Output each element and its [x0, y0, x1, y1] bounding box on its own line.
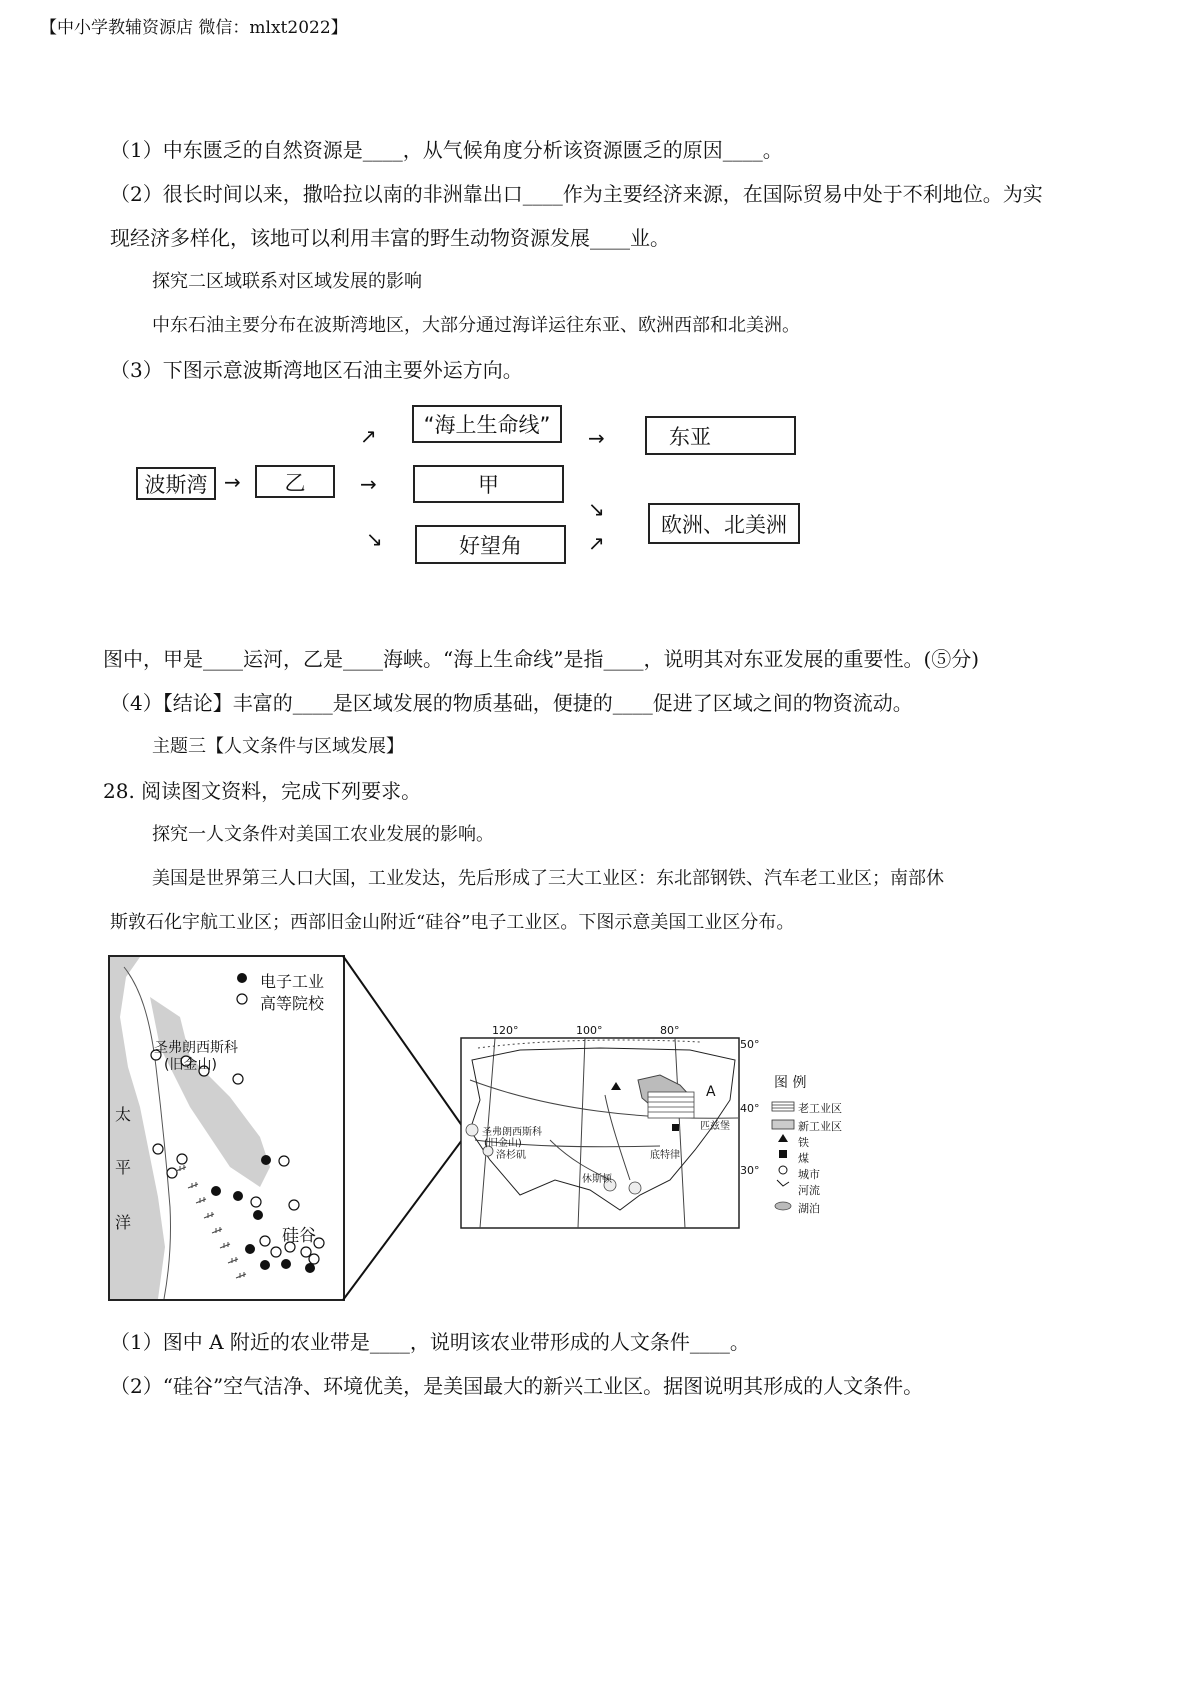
legend-universities-label: 高等院校	[260, 994, 325, 1013]
us-map-sf-old-label: (旧金山)	[484, 1138, 522, 1149]
box-cape-of-good-hope: 好望角	[415, 525, 566, 564]
detroit-label: 底特律	[650, 1150, 680, 1161]
silicon-valley-label: 硅谷	[282, 1226, 316, 1246]
arrow-right-icon: →	[360, 472, 377, 496]
us-text-line2: 斯敦石化宇航工业区；西部旧金山附近“硅谷”电子工业区。下图示意美国工业区分布。	[110, 912, 795, 933]
legend-lake: 湖泊	[798, 1202, 820, 1215]
question-4: （4）【结论】丰富的____是区域发展的物质基础，便捷的____促进了区域之间的物资流动。	[110, 691, 913, 715]
box-sea-lifeline: “海上生命线”	[412, 405, 562, 443]
legend-old-industrial: 老工业区	[798, 1102, 842, 1115]
arrow-right-icon: →	[588, 426, 605, 450]
lat-label-30: 30°	[740, 1164, 760, 1177]
pacific-ocean-char-1: 太	[115, 1105, 132, 1124]
arrow-down-right-icon: ↘	[588, 497, 605, 521]
lon-label-80: 80°	[660, 1024, 680, 1037]
legend-title: 图 例	[774, 1075, 807, 1091]
page-header: 【中小学教辅资源店 微信：mlxt2022】	[40, 18, 348, 38]
question-1: （1）中东匮乏的自然资源是____，从气候角度分析该资源匮乏的原因____。	[110, 138, 783, 162]
arrow-up-right-icon: ↗	[360, 424, 377, 448]
explore-2-title: 探究二区域联系对区域发展的影响	[152, 271, 422, 292]
box-east-asia: 东亚	[645, 416, 796, 455]
legend-city: 城市	[798, 1168, 820, 1181]
question-28-2: （2）“硅谷”空气洁净、环境优美，是美国最大的新兴工业区。据图说明其形成的人文条件。	[110, 1374, 924, 1398]
legend-coal: 煤	[798, 1152, 809, 1165]
arrow-right-icon: →	[224, 470, 241, 494]
pacific-ocean-char-3: 洋	[115, 1213, 132, 1232]
los-angeles-label: 洛杉矶	[496, 1150, 526, 1161]
arrow-up-right-icon: ↗	[588, 531, 605, 555]
box-europe-north-america: 欧洲、北美洲	[648, 503, 800, 544]
question-28: 28. 阅读图文资料，完成下列要求。	[103, 779, 422, 803]
question-2-line1: （2）很长时间以来，撒哈拉以南的非洲靠出口____作为主要经济来源，在国际贸易中处于不利地位。为实	[110, 182, 1043, 206]
zoom-connector-lines	[340, 955, 470, 1305]
arrow-down-right-icon: ↘	[366, 527, 383, 551]
box-yi: 乙	[255, 465, 335, 498]
lat-label-50: 50°	[740, 1038, 760, 1051]
box-persian-gulf: 波斯湾	[136, 467, 216, 500]
question-2-line2: 现经济多样化，该地可以利用丰富的野生动物资源发展____业。	[110, 226, 670, 250]
silicon-valley-inset-map	[108, 955, 345, 1301]
coal-icon	[672, 1124, 679, 1131]
question-3: （3）下图示意波斯湾地区石油主要外运方向。	[110, 358, 523, 382]
legend-iron: 铁	[798, 1136, 809, 1149]
us-industrial-map	[460, 1020, 850, 1235]
question-3-text: 图中，甲是____运河，乙是____海峡。“海上生命线”是指____，说明其对东亚发展的重要性。(⑤分)	[103, 647, 980, 671]
question-28-1: （1）图中 A 附近的农业带是____，说明该农业带形成的人文条件____。	[110, 1330, 750, 1354]
explore-2-text: 中东石油主要分布在波斯湾地区，大部分通过海详运往东亚、欧洲西部和北美洲。	[152, 315, 800, 336]
theme-3-title: 主题三【人文条件与区域发展】	[152, 736, 404, 757]
us-text-line1: 美国是世界第三人口大国，工业发达，先后形成了三大工业区：东北部钢铁、汽车老工业区；南部休	[152, 868, 944, 889]
legend-new-industrial: 新工业区	[798, 1120, 842, 1133]
lon-label-120: 120°	[492, 1024, 519, 1037]
legend-electronics-label: 电子工业	[260, 972, 325, 991]
explore-1-title: 探究一人文条件对美国工农业发展的影响。	[152, 824, 494, 845]
us-map-sf-label: 圣弗朗西斯科	[482, 1127, 542, 1138]
legend-river: 河流	[798, 1184, 820, 1197]
pacific-ocean-char-2: 平	[115, 1158, 132, 1177]
region-a-label: A	[706, 1084, 716, 1100]
san-francisco-label: 圣弗朗西斯科	[154, 1040, 238, 1056]
san-francisco-old-label: (旧金山)	[164, 1057, 217, 1073]
lon-label-100: 100°	[576, 1024, 603, 1037]
lat-label-40: 40°	[740, 1102, 760, 1115]
box-jia: 甲	[413, 465, 564, 503]
pittsburgh-label: 匹兹堡	[700, 1121, 730, 1132]
houston-label: 休斯顿	[582, 1174, 612, 1185]
